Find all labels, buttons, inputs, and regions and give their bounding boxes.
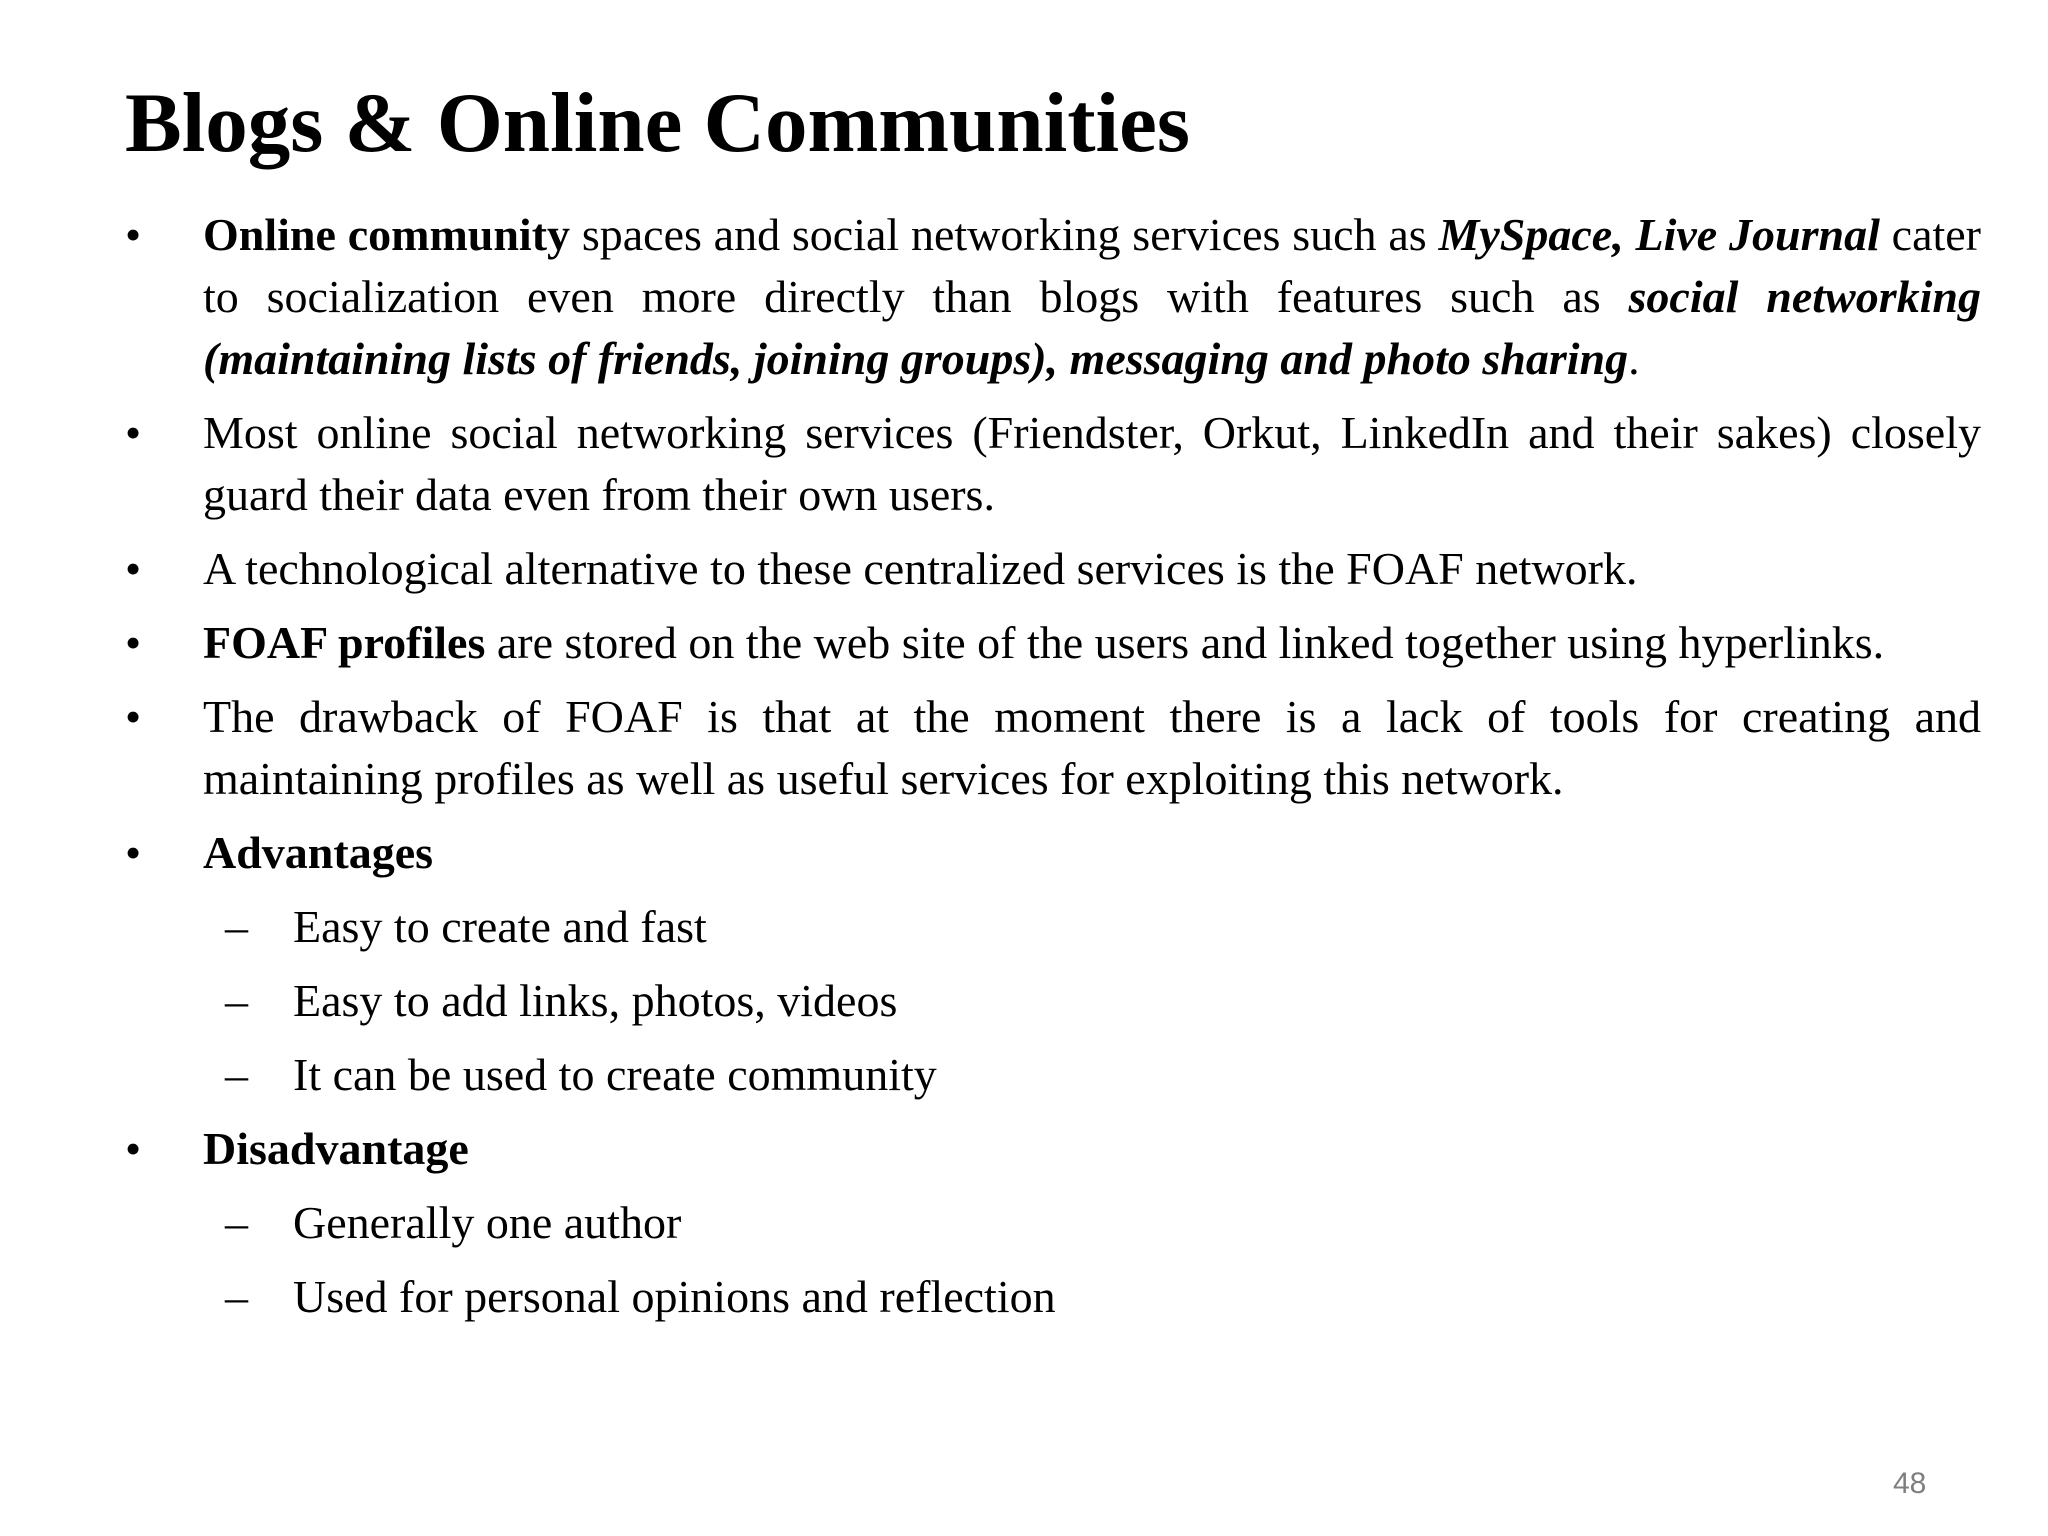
- text-run: spaces and social networking services such as: [570, 209, 1439, 260]
- advantage-item: [125, 896, 1981, 958]
- bold-italic-text: social networking (maintaining lists of friends, joining groups), messaging and photo sharing: [203, 271, 1981, 384]
- dash-marker: –: [225, 1197, 248, 1248]
- dash-marker: –: [225, 1271, 248, 1322]
- advantages-list: [125, 896, 1981, 1106]
- advantage-item: [125, 970, 1981, 1032]
- bullet-marker: •: [125, 827, 142, 878]
- bold-text: Online community: [203, 209, 571, 260]
- text-run: A technological alternative to these centralized services is the FOAF network.: [203, 543, 1638, 594]
- text-run: The drawback of FOAF is that at the moment there is a lack of tools for creating and maintaining profiles as well as useful services for exploiting this network.: [203, 691, 1981, 804]
- disadvantage-list: [125, 1192, 1981, 1328]
- bullet-marker: •: [125, 617, 142, 668]
- slide-title: Blogs & Online Communities: [125, 76, 1190, 170]
- bullet-item-foaf-drawback: [125, 686, 1981, 810]
- disadvantage-heading: Disadvantage: [203, 1123, 469, 1174]
- text-run: .: [1628, 333, 1640, 384]
- disadvantage-text: Generally one author: [293, 1197, 682, 1248]
- bullet-marker: •: [125, 543, 142, 594]
- disadvantage-item: [125, 1266, 1981, 1328]
- bullet-marker: •: [125, 691, 142, 742]
- advantage-text: Easy to create and fast: [293, 901, 707, 952]
- bullet-marker: •: [125, 209, 142, 260]
- bullet-item-foaf-profiles: [125, 612, 1981, 674]
- bullet-item-online-community: [125, 204, 1981, 390]
- bullet-item-advantages: [125, 822, 1981, 1106]
- bullet-item-foaf-alternative: [125, 538, 1981, 600]
- advantage-item: [125, 1044, 1981, 1106]
- text-run: Most online social networking services (Friendster, Orkut, LinkedIn and their sakes) closely guard their data even from their own users.: [203, 407, 1981, 520]
- bold-text: FOAF profiles: [203, 617, 486, 668]
- bullet-list: [125, 204, 1981, 1340]
- bold-italic-text: MySpace, Live Journal: [1438, 209, 1880, 260]
- page-number: 48: [1893, 1467, 1927, 1500]
- advantage-text: Easy to add links, photos, videos: [293, 975, 898, 1026]
- bullet-item-disadvantage: [125, 1118, 1981, 1328]
- disadvantage-text: Used for personal opinions and reflection: [293, 1271, 1056, 1322]
- dash-marker: –: [225, 901, 248, 952]
- dash-marker: –: [225, 975, 248, 1026]
- bullet-marker: •: [125, 1123, 142, 1174]
- disadvantage-item: [125, 1192, 1981, 1254]
- text-run: cater to socialization even more directly than blogs with features such as: [203, 209, 1982, 322]
- bullet-item-social-networking-services: [125, 402, 1981, 526]
- advantage-text: It can be used to create community: [293, 1049, 937, 1100]
- dash-marker: –: [225, 1049, 248, 1100]
- bullet-marker: •: [125, 407, 142, 458]
- advantages-heading: Advantages: [203, 827, 434, 878]
- text-run: are stored on the web site of the users and linked together using hyperlinks.: [485, 617, 1885, 668]
